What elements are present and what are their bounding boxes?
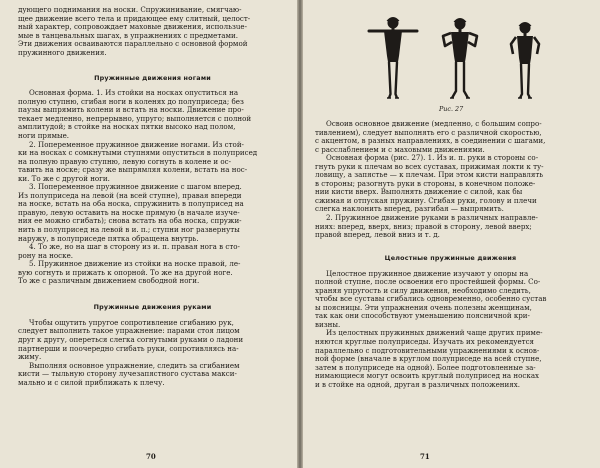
figure-27 [315,8,586,116]
text-line: амплитудой; в стойке на носках пятки высоко над полом, [18,122,236,132]
text-line: на носке, встать на оба носка, спружинить в полуприсед на [18,199,244,209]
text-line: друг к другу, опереться слегка согнутыми руками о ладони [18,334,244,344]
text-line: ки. То же с другой ноги. [18,173,110,183]
text-line: То же с различным движением свободной ноги. [18,276,200,286]
text-line: пружинного движения. [18,47,107,57]
text-line: кисти — тыльную сторону лучезапястного сустава макси- [18,369,237,379]
text-line: в стороны; разогнуть руки в стороны, в конечном положе- [315,178,536,188]
left-page [0,0,297,468]
text-line: ноги прямые. [18,131,70,141]
text-line: 3. Попеременное пружинное движение с шагом вперед. [29,182,242,192]
section-heading-legs: Пружинные движения ногами [94,74,211,83]
text-line: жиму. [18,352,42,362]
text-line: паузы выпрямить колени и встать на носки. Движение про- [18,105,244,115]
right-page [303,0,600,468]
text-line: Основная форма (рис. 27). 1. Из и. п. руки в стороны со- [326,153,539,163]
text-line: и в стойке на одной, другая в различных положениях. [315,379,520,389]
text-line: 2. Попеременное пружинное движение ногами. Из стой- [29,139,244,149]
text-line: нить в полуприсед на левой в и. п.; ступни ног развернуты [18,225,240,235]
text-line: визны. [315,319,341,329]
text-line: затем в полуприседе на одной). Более подготовленные за- [315,362,536,372]
text-line: следует выполнить такое упражнение: парами стоя лицом [18,326,240,336]
text-line: гнуть руки к плечам во всех суставах, прижимая локти к ту- [315,161,544,171]
text-line: Выполняя основное упражнение, следить за сгибанием [29,360,240,370]
text-line: полную ступню, сгибая ноги в коленях до полуприседа; без [18,96,244,106]
text-line: ный характер, сопровождает маховые движения, использue- [18,22,247,32]
intro-text [18,6,287,57]
text-line: Из полуприседа на левой (на всей ступне), правая впереди [18,190,242,200]
text-line: сжимая и отпуская пружину. Сгибая руки, голову и плечи [315,195,537,205]
text-line: правой вперед, левой вниз и т. д. [315,230,440,240]
text-line: Освоив основное движение (медленно, с большим сопро- [326,119,542,128]
text-line: ловищу, а запястье — к плечам. При этом кисти направлять [315,170,544,180]
gymnast-figure-3 [511,23,539,99]
arms-form-text [315,120,586,240]
text-line: тивлением), следует выполнять его с различной скоростью, [315,127,542,137]
text-line: тавить на носке; сразу же выпрямляя колени, встать на нос- [18,165,248,175]
figure-caption: Рис. 27 [439,105,464,113]
text-line: дующего поднимания на носки. Спружинивание, смягчаю- [18,5,242,14]
arms-text [18,319,287,387]
text-line: храняя упругость и силу движения, необходимо следить, [315,285,531,295]
text-line: параллельно с подготовительными упражнениями к основ- [315,345,540,355]
text-line: нии кисти вверх. Выполнять движение с силой, как бы [315,187,523,197]
text-line: с акцентом, в разных направлениях, в соединении с шагами, [315,136,546,146]
text-line: щее движение всего тела и придающее ему слитный, целост- [18,13,251,23]
text-line: партнерши и поочередно сгибать руки, сопротивляясь на- [18,343,239,353]
gymnast-figure-2 [443,19,477,99]
text-line: текает медленно, непрерывно, упруго; выполняется с полной [18,113,252,123]
text-line: Чтобы ощутить упругое сопротивление сгибанию рук, [29,317,234,327]
text-line: чтобы все суставы сгибались одновременно, особенно сустав [315,294,547,304]
legs-text [18,89,287,286]
text-line: ниях: вперед, вверх, вниз; правой в сторону, левой вверх; [315,221,532,231]
text-line: нимающиеся могут освоить круглый полуприсед на носках [315,371,540,381]
page-number-left: 70 [146,452,156,461]
text-line: полной ступне, после освоения его простейшей формы. Со- [315,277,541,287]
text-line: слегка наклонить вперед, разгибая — выпрямить. [315,204,504,214]
gymnast-figures-illustration [365,14,555,102]
text-line: рону на носке. [18,250,74,260]
text-line: Целостное пружинное движение изучают у опоры на [326,268,529,278]
text-line: с расслаблением и с маховыми движениями. [315,144,485,154]
text-line: 2. Пружинное движение руками в различных направле- [326,213,538,223]
text-line: правую, левую оставить на носке прямую (в начале изуче- [18,207,240,217]
text-line: на полную правую ступню, левую согнуть в колене и ос- [18,156,232,166]
gymnast-figure-1 [369,18,417,99]
text-line: вую согнуть и прижать к опорной. То же на другой ноге. [18,267,233,277]
page-number-right: 71 [420,452,430,461]
text-line: Из целостных пружинных движений чаще других приме- [326,328,543,338]
text-line: 5. Пружинное движение из стойки на носке правой, ле- [29,259,241,269]
text-line: так как они способствуют уменьшению поясничной кри- [315,311,530,321]
text-line: наружу, в полуприседе пятка обращена внутрь. [18,233,199,243]
text-line: Эти движения осваиваются параллельно с основной формой [18,39,248,49]
text-line: мально и с силой приближать к плечу. [18,377,165,387]
text-line: няются круглые полуприседы. Изучать их рекомендуется [315,337,535,347]
text-line: ы поясницы. Эти упражнения очень полезны женщинам, [315,302,532,312]
text-line: ния ее можно сгибать); снова встать на оба носка, спружи- [18,216,242,226]
section-heading-whole-body: Целостные пружинные движения [384,253,517,262]
text-line: 4. То же, но на шаг в сторону из и. п. правая нога в сто- [29,242,240,252]
text-line: ной форме (вначале в круглом полуприседе на всей ступне, [315,354,542,364]
text-line: мые в танцевальных шагах, в упражнениях с предметами. [18,30,238,40]
text-line: Основная форма. 1. Из стойки на носках опуститься на [29,88,239,98]
section-heading-arms: Пружинные движения руками [93,302,212,311]
text-line: ки на носках с сомкнутыми ступнями опуститься в полуприсед [18,148,258,158]
whole-body-text [315,270,586,390]
